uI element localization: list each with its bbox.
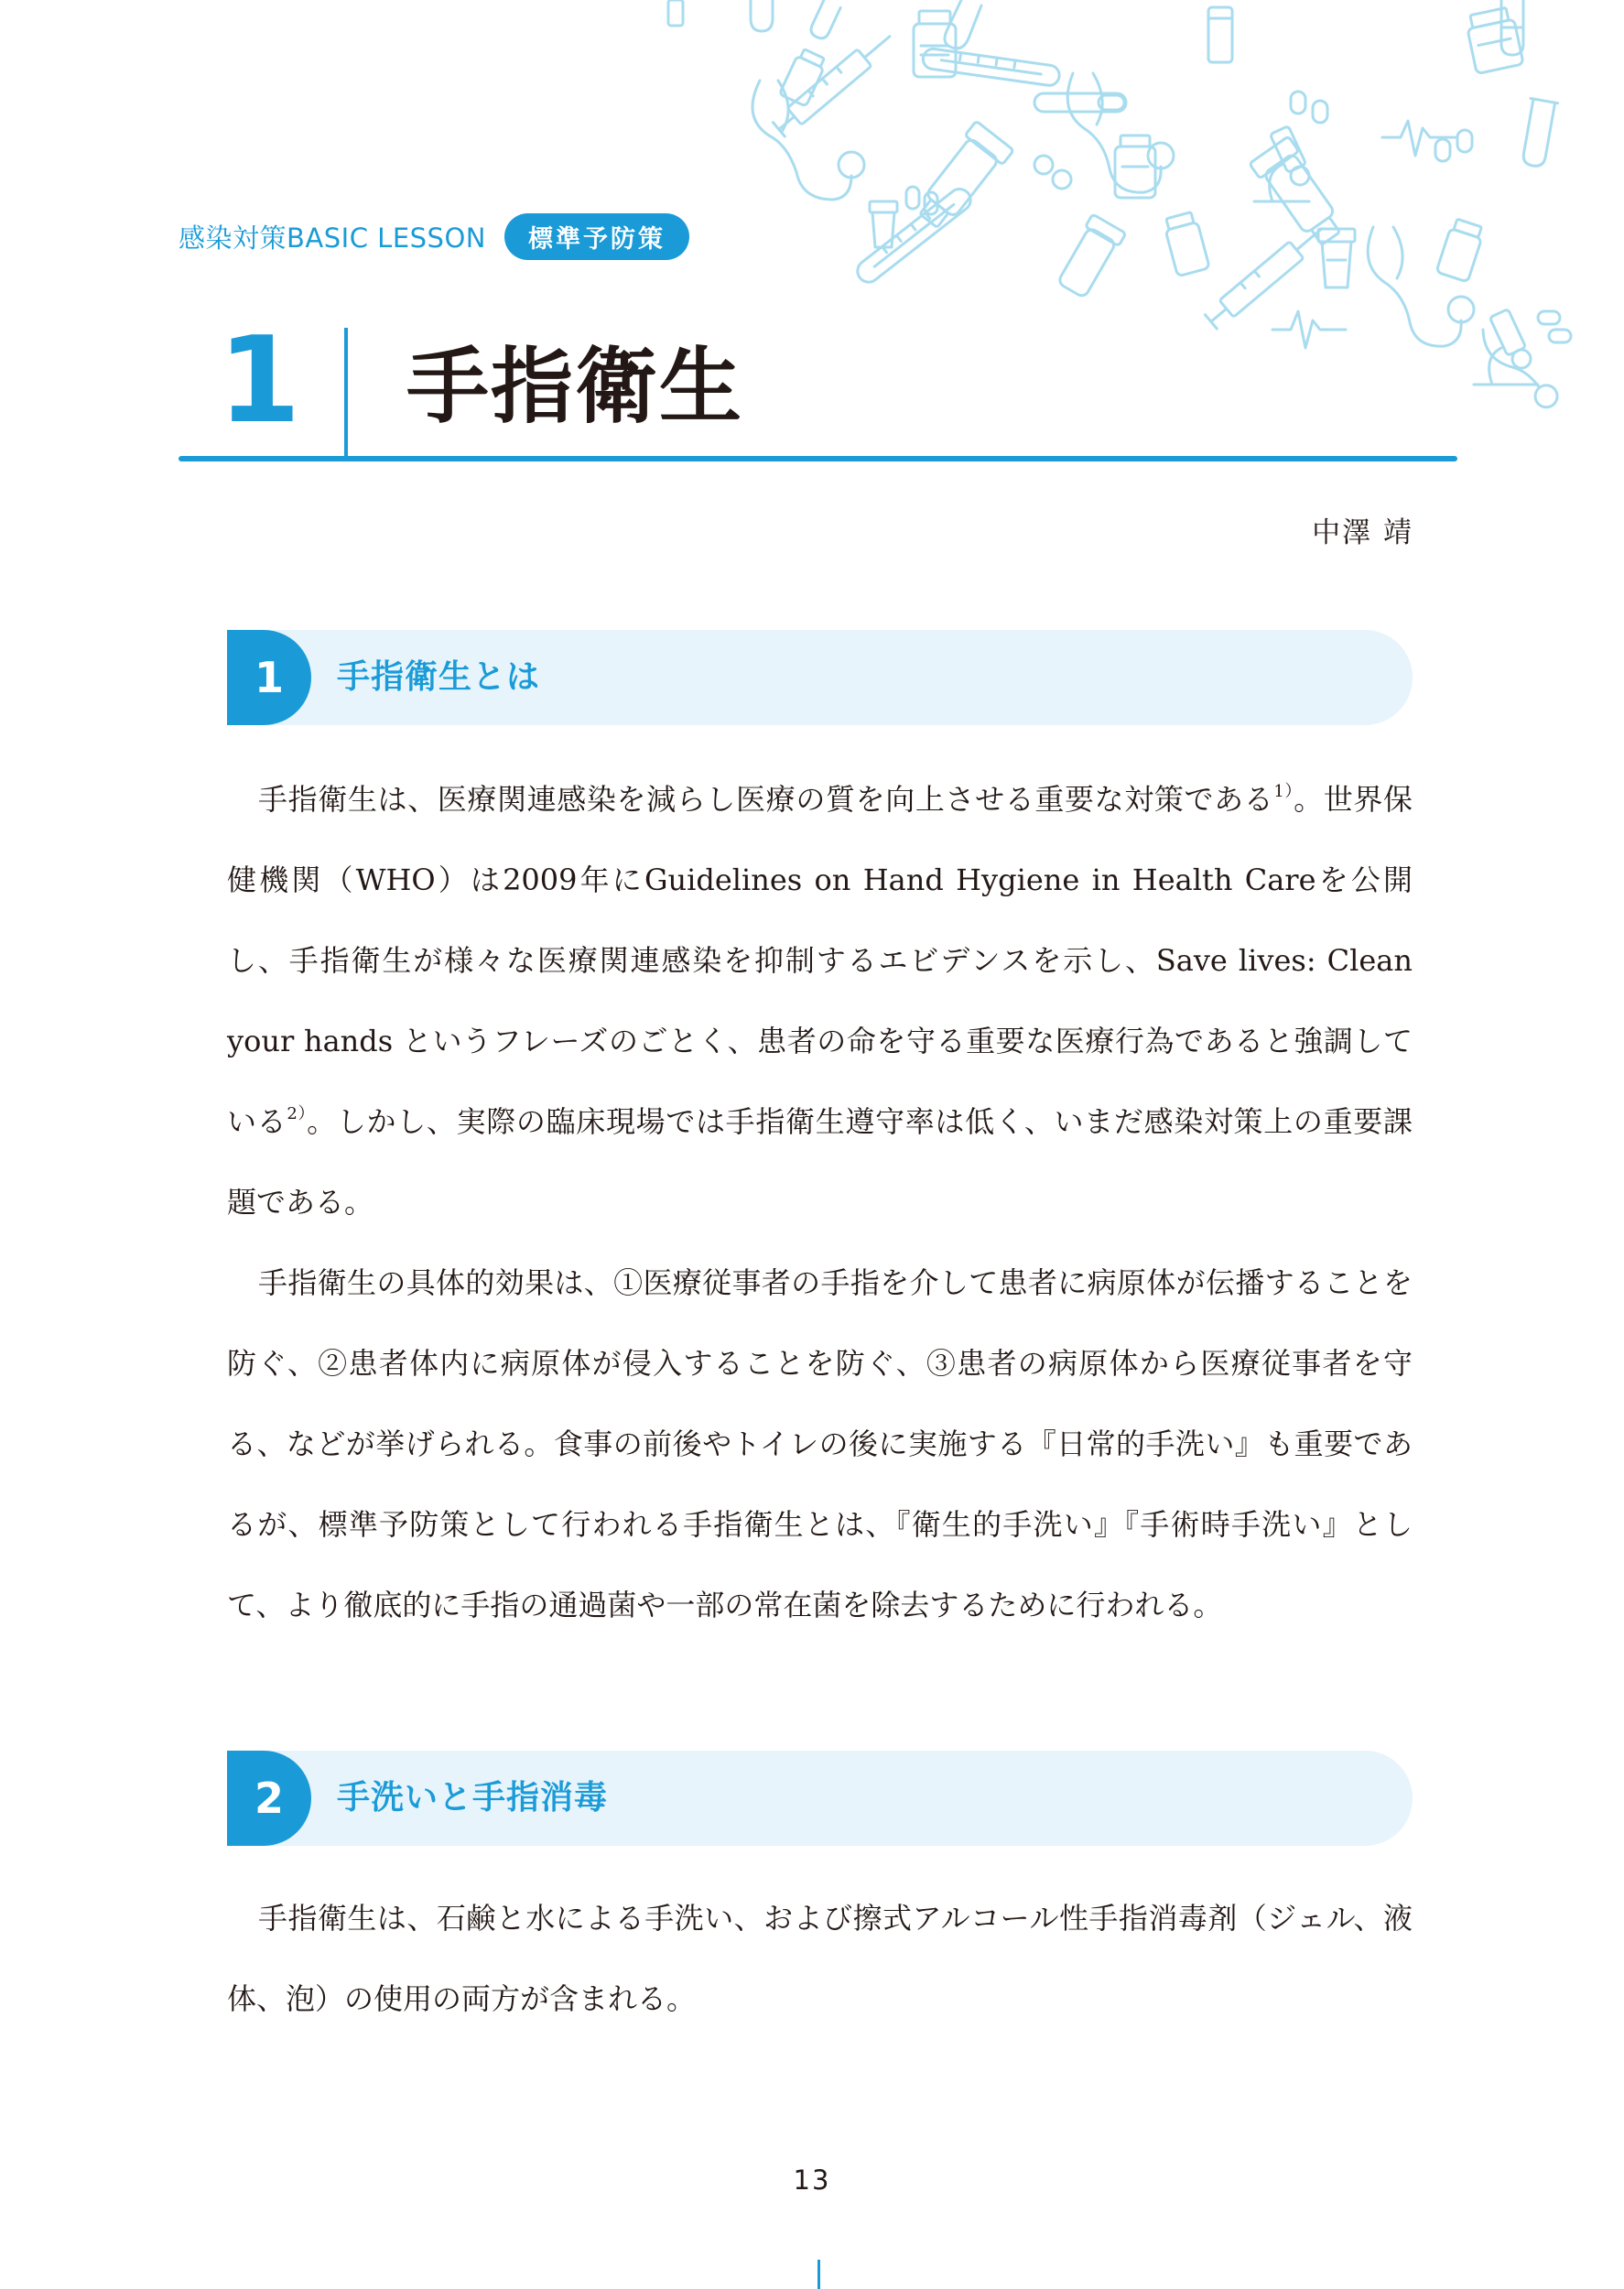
paragraph: 手指衛生の具体的効果は、①医療従事者の手指を介して患者に病原体が伝播することを防ぐ、②患者体内に病原体が侵入することを防ぐ、③患者の病原体から医療従事者を守る、などが挙げられる。食事の前後やトイレの後に実施する『日常的手洗い』も重要であるが、標準予防策として行われる手指衛生とは、『衛生的手洗い』『手術時手洗い』として、より徹底的に手指の通過菌や一部の常在菌を除去するために行われる。 xyxy=(227,1265,1413,1622)
pill-icon xyxy=(1034,156,1071,189)
section-title: 手指衛生とは xyxy=(337,658,541,696)
pill-icon xyxy=(1435,130,1472,161)
chapter-number: 1 xyxy=(218,310,301,450)
pill-icon xyxy=(1291,92,1327,123)
test-tube-icon xyxy=(751,0,773,31)
test-tube-icon xyxy=(1520,98,1558,168)
thermometer-icon xyxy=(1034,93,1126,112)
syringe-icon xyxy=(772,28,896,138)
section-heading xyxy=(227,630,1413,725)
medicine-bottle-icon xyxy=(1465,6,1523,73)
syringe-icon xyxy=(1204,221,1328,331)
chapter-underline xyxy=(179,456,1457,461)
medicine-bottle-icon xyxy=(914,11,956,77)
paragraph xyxy=(227,759,1413,1242)
medical-pattern xyxy=(659,0,1624,430)
section-number: 1 xyxy=(227,630,311,725)
heartbeat-icon xyxy=(1382,121,1456,156)
inhaler-icon xyxy=(1055,214,1126,300)
chapter-title: 手指衛生 xyxy=(406,339,743,435)
chapter-divider xyxy=(344,328,348,460)
page-marker-line xyxy=(817,2260,820,2289)
page-number: 13 xyxy=(793,2164,831,2196)
category-badge: 標準予防策 xyxy=(504,213,689,260)
paragraph-text: 。世界保健機関（WHO）は2009年にGuidelines on Hand Hygiene in Health Careを公開し、手指衛生が様々な医療関連感染を抑制するエビデンスを示し、Save lives: Clean your hands というフレーズのごとく、患者の命を守る重要な医療行為であると強調している xyxy=(227,782,1413,1139)
stethoscope-icon xyxy=(1368,227,1474,346)
stethoscope-icon xyxy=(1067,73,1174,192)
paragraph-text: 手指衛生は、医療関連感染を減らし医療の質を向上させる重要な対策である xyxy=(258,782,1274,817)
test-tube-icon xyxy=(1208,7,1232,62)
specimen-cup-icon xyxy=(1318,229,1355,287)
heartbeat-icon xyxy=(1272,311,1346,348)
specimen-cup-icon xyxy=(870,201,897,247)
thermometer-icon xyxy=(922,48,1061,87)
medicine-bottle-icon xyxy=(1163,212,1209,277)
test-tube-icon xyxy=(668,0,683,26)
section-number: 2 xyxy=(227,1751,311,1846)
inhaler-icon xyxy=(910,121,1014,235)
paragraph: 手指衛生は、石鹸と水による手洗い、および擦式アルコール性手指消毒剤（ジェル、液体、泡）の使用の両方が含まれる。 xyxy=(227,1901,1413,2016)
series-header xyxy=(179,213,689,260)
pill-icon xyxy=(1538,311,1571,342)
medicine-bottle-icon xyxy=(1436,218,1485,282)
section-heading xyxy=(227,1751,1413,1846)
microscope-icon xyxy=(1474,309,1538,385)
section-title: 手洗いと手指消毒 xyxy=(337,1779,609,1817)
author-name: 中澤 靖 xyxy=(1312,516,1413,549)
thermometer-icon xyxy=(853,185,975,287)
reference-marker: 2） xyxy=(287,1104,308,1123)
series-label: 感染対策BASIC LESSON xyxy=(179,222,486,254)
test-tube-icon xyxy=(808,0,840,41)
reference-marker: 1） xyxy=(1273,782,1294,801)
paragraph-text: 。しかし、実際の臨床現場では手指衛生遵守率は低く、いまだ感染対策上の重要課題である。 xyxy=(227,1104,1413,1220)
